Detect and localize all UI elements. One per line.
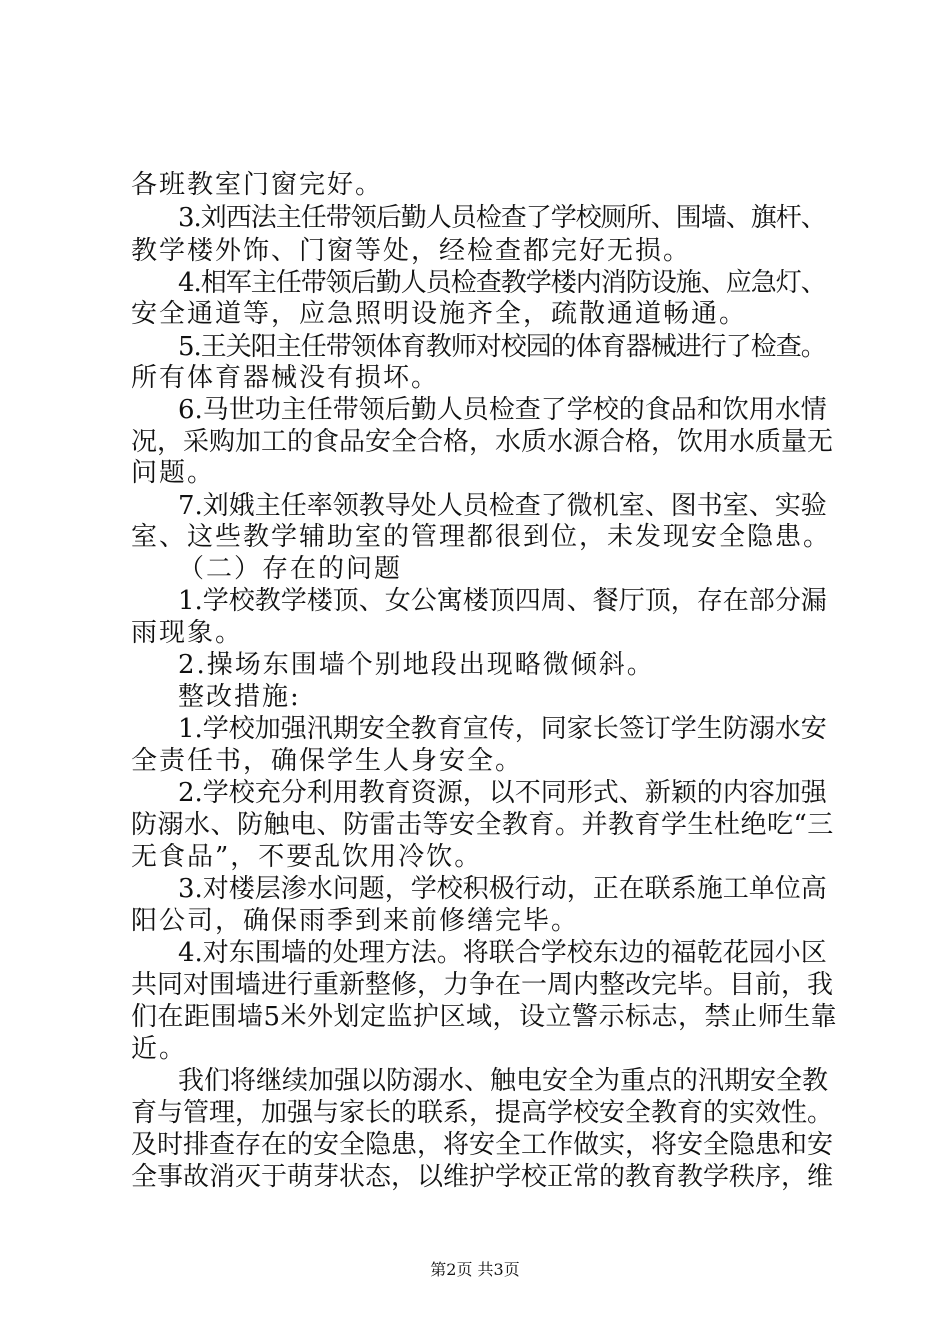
text-line-31: 及时排查存在的安全隐患，将安全工作做实，将安全隐患和安 bbox=[131, 1130, 834, 1160]
text-line-7: 所有体育器械没有损坏。 bbox=[131, 363, 440, 393]
section-heading: （二）存在的问题 bbox=[178, 554, 403, 584]
text-line-14: 1.学校教学楼顶、女公寓楼顶四周、餐厅顶，存在部分漏 bbox=[178, 586, 827, 616]
text-line-2: 3.刘西法主任带领后勤人员检查了学校厕所、围墙、旗杆、 bbox=[178, 203, 826, 233]
text-line-19: 全责任书，确保学生人身安全。 bbox=[131, 746, 524, 776]
page-number-footer: 第2页 共3页 bbox=[430, 1260, 520, 1279]
text-line-10: 问题。 bbox=[131, 458, 216, 488]
text-line-24: 阳公司，确保雨季到来前修缮完毕。 bbox=[131, 906, 580, 936]
text-line-20: 2.学校充分利用教育资源，以不同形式、新颖的内容加强 bbox=[178, 778, 827, 808]
text-line-30: 育与管理，加强与家长的联系，提高学校安全教育的实效性。 bbox=[131, 1098, 834, 1128]
text-line-15: 雨现象。 bbox=[131, 618, 244, 648]
text-line-12: 室、这些教学辅助室的管理都很到位，未发现安全隐患。 bbox=[131, 522, 832, 552]
text-line-32: 全事故消灭于萌芽状态，以维护学校正常的教育教学秩序，维 bbox=[131, 1162, 834, 1192]
text-line-5: 安全通道等，应急照明设施齐全，疏散通道畅通。 bbox=[131, 299, 748, 329]
text-line-9: 况，采购加工的食品安全合格，水质水源合格，饮用水质量无 bbox=[131, 427, 834, 457]
measures-heading: 整改措施: bbox=[178, 682, 301, 712]
text-line-8: 6.马世功主任带领后勤人员检查了学校的食品和饮用水情 bbox=[178, 395, 827, 425]
text-line-16: 2.操场东围墙个别地段出现略微倾斜。 bbox=[178, 650, 655, 680]
text-line-27: 们在距围墙5米外划定监护区域，设立警示标志，禁止师生靠 bbox=[131, 1002, 838, 1032]
text-line-11: 7.刘娥主任率领教导处人员检查了微机室、图书室、实验 bbox=[178, 491, 827, 521]
text-line-28: 近。 bbox=[131, 1034, 188, 1064]
text-line-4: 4.相军主任带领后勤人员检查教学楼内消防设施、应急灯、 bbox=[178, 268, 826, 298]
text-line-26: 共同对围墙进行重新整修，力争在一周内整改完毕。目前，我 bbox=[131, 970, 834, 1000]
text-line-25: 4.对东围墙的处理方法。将联合学校东边的福乾花园小区 bbox=[178, 938, 827, 968]
text-line-6: 5.王关阳主任带领体育教师对校园的体育器械进行了检查。 bbox=[178, 332, 826, 362]
text-line-21: 防溺水、防触电、防雷击等安全教育。并教育学生杜绝吃“三 bbox=[131, 810, 834, 840]
text-line-23: 3.对楼层渗水问题，学校积极行动，正在联系施工单位高 bbox=[178, 874, 827, 904]
text-line-22: 无食品”，不要乱饮用冷饮。 bbox=[131, 842, 483, 872]
text-line-3: 教学楼外饰、门窗等处，经检查都完好无损。 bbox=[131, 236, 692, 266]
text-line-29: 我们将继续加强以防溺水、触电安全为重点的汛期安全教 bbox=[178, 1066, 829, 1096]
text-line-1: 各班教室门窗完好。 bbox=[131, 170, 384, 200]
text-line-18: 1.学校加强汛期安全教育宣传，同家长签订学生防溺水安 bbox=[178, 714, 827, 744]
